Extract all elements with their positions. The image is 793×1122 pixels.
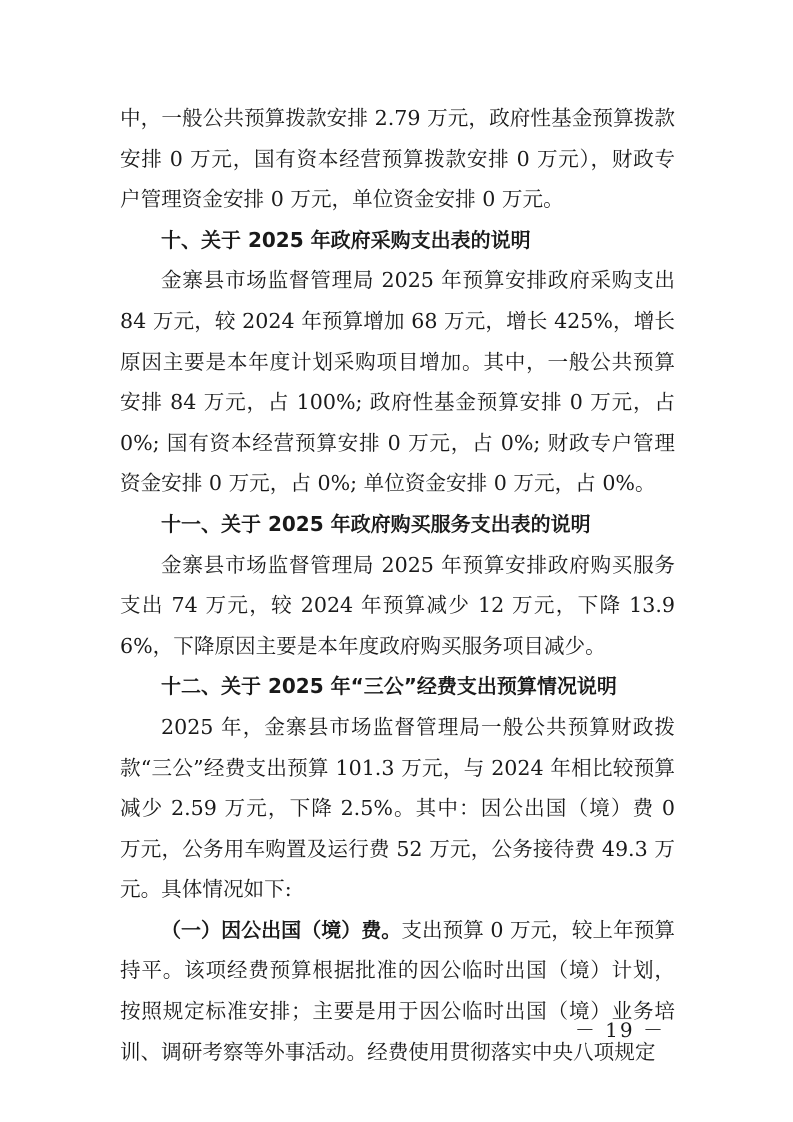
paragraph-purchase-services: 金寨县市场监督管理局 2025 年预算安排政府购买服务支出 74 万元，较 2024 年预算减少 12 万元，下降 13.96%，下降原因主要是本年度政府购买服务项目减少。 <box>120 552 675 658</box>
paragraph-overseas-travel <box>120 910 675 1072</box>
page-content <box>120 98 675 1072</box>
paragraph-overseas-travel-body: 支出预算 0 万元，较上年预算持平。该项经费预算根据批准的因公临时出国（境）计划，按照规定标准安排；主要是用于因公临时出国（境）业务培训、调研考察等外事活动。经费使用贯彻落实中央八项规定 <box>120 917 675 1064</box>
paragraph-three-public-expenses: 2025 年，金寨县市场监督管理局一般公共预算财政拨款“三公”经费支出预算 101.3 万元，与 2024 年相比较预算减少 2.59 万元，下降 2.5%。其中：因公出国（境）费 0 万元，公务用车购置及运行费 52 万元，公务接待费 49.3 万元。具体情况如下: <box>120 714 675 902</box>
paragraph-procurement: 金寨县市场监督管理局 2025 年预算安排政府采购支出 84 万元，较 2024 年预算增加 68 万元，增长 425%，增长原因主要是本年度计划采购项目增加。其中，一般公共预算安排 84 万元，占 100%; 政府性基金预算安排 0 万元，占 0%; 国有资本经营预算安排 0 万元，占 0%; 财政专户管理资金安排 0 万元，占 0%; 单位资金安排 0 万元，占 0%。 <box>120 268 675 496</box>
page-number: － 19 － <box>574 1018 665 1042</box>
section-heading-12: 十二、关于 2025 年“三公”经费支出预算情况说明 <box>161 674 617 699</box>
paragraph-continuation: 中，一般公共预算拨款安排 2.79 万元，政府性基金预算拨款安排 0 万元，国有资本经营预算拨款安排 0 万元），财政专户管理资金安排 0 万元，单位资金安排 0 万元。 <box>120 106 675 212</box>
subsection-heading-overseas-travel: （一）因公出国（境）费。 <box>161 917 402 942</box>
section-heading-10: 十、关于 2025 年政府采购支出表的说明 <box>161 227 531 252</box>
section-heading-11: 十一、关于 2025 年政府购买服务支出表的说明 <box>161 511 591 536</box>
